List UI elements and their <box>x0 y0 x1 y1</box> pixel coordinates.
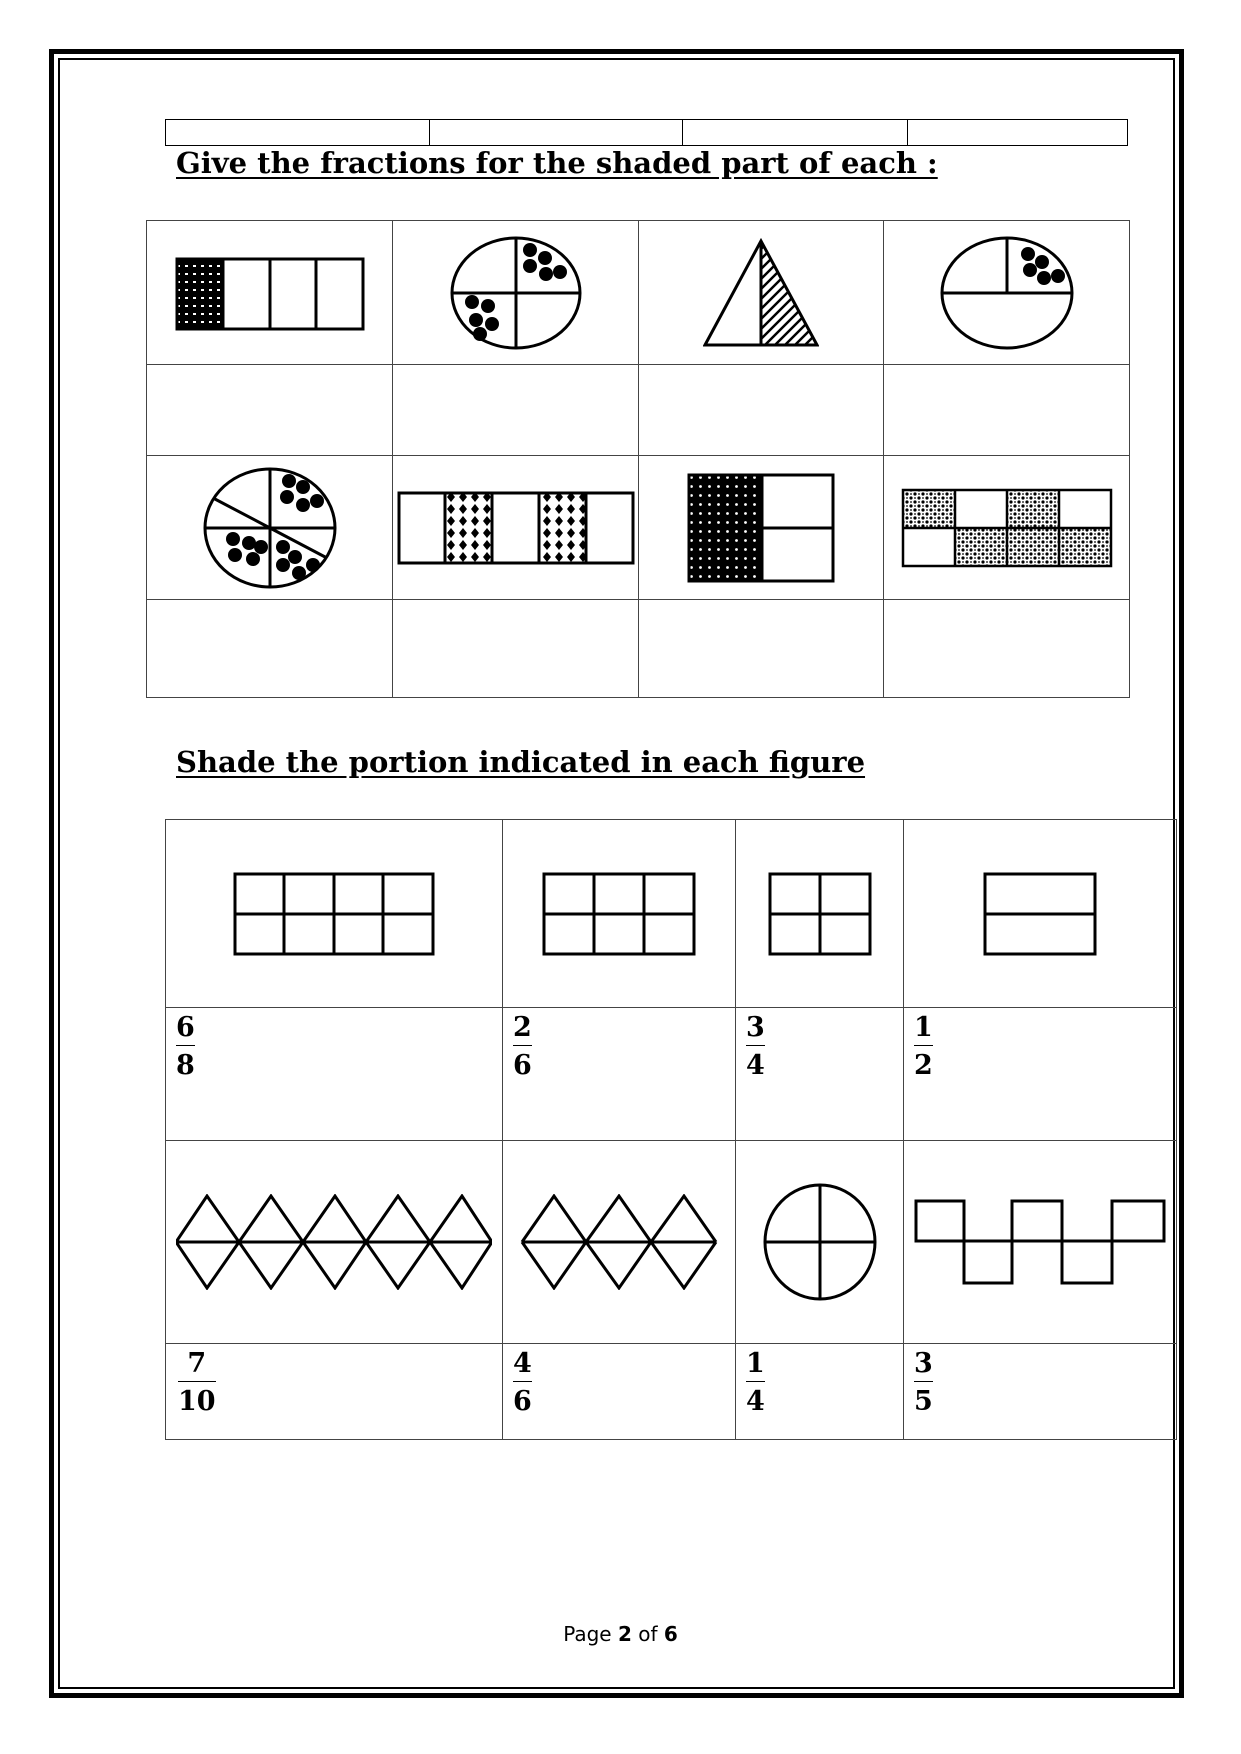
shade-figure-cell[interactable] <box>904 820 1177 1008</box>
page-footer: Page 2 of 6 <box>563 1622 678 1646</box>
section1-heading: Give the fractions for the shaded part of each : <box>176 146 938 180</box>
fraction-cell <box>503 1344 736 1440</box>
diamonds-six-triangles-figure[interactable] <box>520 1194 718 1290</box>
figure-cell <box>639 221 884 365</box>
diamonds-ten-triangles-figure[interactable] <box>176 1194 492 1290</box>
current-page-number: 2 <box>617 1622 632 1646</box>
fraction-7-10: 7 10 <box>178 1348 216 1417</box>
fraction-6-8: 6 8 <box>176 1012 195 1081</box>
square-quarters-blank-figure[interactable] <box>768 872 872 956</box>
fraction-3-5: 3 5 <box>914 1348 933 1417</box>
answer-cell[interactable] <box>393 600 639 698</box>
shade-figure-cell[interactable] <box>503 1141 736 1344</box>
figure-cell <box>393 456 639 600</box>
answer-cell[interactable] <box>393 365 639 456</box>
figure-cell <box>147 456 393 600</box>
shade-figure-cell[interactable] <box>904 1141 1177 1344</box>
total-pages-number: 6 <box>663 1622 678 1646</box>
figure-cell <box>393 221 639 365</box>
answer-cell[interactable] <box>639 365 884 456</box>
figure-cell <box>884 221 1130 365</box>
answer-cell[interactable] <box>147 365 393 456</box>
answer-cell[interactable] <box>884 365 1130 456</box>
square-quarters-figure <box>687 473 835 583</box>
circle-quarters-dots-figure <box>450 236 582 350</box>
shade-figure-cell[interactable] <box>166 820 503 1008</box>
shade-figure-cell[interactable] <box>736 1141 904 1344</box>
figure-cell <box>147 221 393 365</box>
circle-sixths-dots-figure <box>203 467 337 589</box>
shade-figure-cell[interactable] <box>166 1141 503 1344</box>
zigzag-squares-figure[interactable] <box>914 1199 1166 1285</box>
shade-portion-table <box>165 819 1177 1440</box>
top-blank-strip <box>165 119 1128 146</box>
triangle-halves-figure <box>703 237 819 349</box>
rect-halves-blank-figure[interactable] <box>983 872 1097 956</box>
fraction-cell <box>166 1008 503 1141</box>
fraction-cell <box>736 1008 904 1141</box>
circle-quarter-dots-figure <box>940 236 1074 350</box>
figure-cell <box>639 456 884 600</box>
fraction-cell <box>904 1344 1177 1440</box>
fraction-4-6: 4 6 <box>513 1348 532 1417</box>
rect-eighths-blank-figure[interactable] <box>233 872 435 956</box>
fraction-2-6: 2 6 <box>513 1012 532 1081</box>
rectangle-eighths-figure <box>901 488 1113 568</box>
rectangle-quarters-figure <box>175 255 365 331</box>
answer-cell[interactable] <box>639 600 884 698</box>
rectangle-fifths-figure <box>397 491 635 565</box>
fraction-cell <box>503 1008 736 1141</box>
fraction-1-4: 1 4 <box>746 1348 765 1417</box>
rect-sixths-blank-figure[interactable] <box>542 872 696 956</box>
figure-cell <box>884 456 1130 600</box>
answer-cell[interactable] <box>884 600 1130 698</box>
shade-figure-cell[interactable] <box>736 820 904 1008</box>
fraction-cell <box>736 1344 904 1440</box>
identify-fractions-table <box>146 220 1130 698</box>
section2-heading: Shade the portion indicated in each figure <box>176 745 866 779</box>
answer-cell[interactable] <box>147 600 393 698</box>
circle-quarters-blank-figure[interactable] <box>763 1183 877 1301</box>
fraction-1-2: 1 2 <box>914 1012 933 1081</box>
fraction-cell <box>166 1344 503 1440</box>
shade-figure-cell[interactable] <box>503 820 736 1008</box>
fraction-3-4: 3 4 <box>746 1012 765 1081</box>
fraction-cell <box>904 1008 1177 1141</box>
